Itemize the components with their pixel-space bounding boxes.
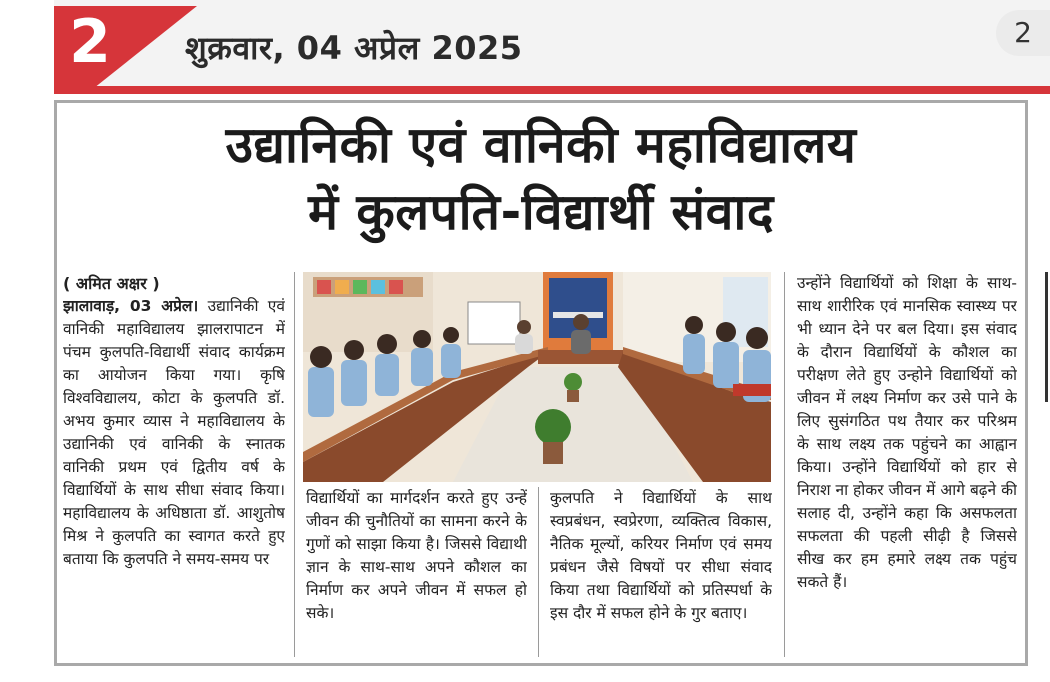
article-column-4 — [797, 272, 1017, 662]
column-divider — [538, 487, 539, 657]
column-3-text: कुलपति ने विद्यार्थियों के साथ स्वप्रबंधन, स्वप्रेरणा, व्यक्तित्व विकास, नैतिक मूल्यों, करियर निर्माण एवं समय प्रबंधन जैसे विषयों पर सीधा संवाद किया तथा विद्यार्थियों को प्रतिस्पर्धा के इस दौर में सफल होने के गुर बताए। — [550, 489, 772, 622]
article-photo — [303, 272, 771, 482]
column-divider — [294, 272, 295, 657]
article-column-2 — [306, 487, 527, 657]
article-headline — [60, 112, 1022, 246]
page-edge-mark — [1045, 272, 1048, 402]
column-4-text: उन्होंने विद्यार्थियों को शिक्षा के साथ-साथ शारीरिक एवं मानसिक स्वास्थ्य पर भी ध्यान देने पर बल दिया। इस संवाद के दौरान विद्यार्थियों के कौशल का परीक्षण लेते हुए उन्होने विद्यार्थियों को जीवन में लक्ष्य निर्माण कर उसे पाने के लिए सुसंगठित पथ तैयार कर परिश्रम के साथ लक्ष्य तक पहुंचने का आह्वान किया। उन्होंने विद्यार्थियों को हार से निराश ना होकर जीवन में आगे बढ़ने की सलाह दी, उन्होंने कहा कि असफलता सफलता की पहली सीढ़ी है जिससे सीख कर हम हमारे लक्ष्य तक पहुंच सकते हैं। — [797, 274, 1017, 591]
column-1-text: उद्यानिकी एवं वानिकी महाविद्यालय झालरापाटन में पंचम कुलपति-विद्यार्थी संवाद कार्यक्रम का आयोजन किया गया। कृषि विश्वविद्यालय, कोटा के कुलपति डॉ. अभय कुमार व्यास ने महाविद्यालय के उद्यानिकी एवं वानिकी के स्नातक वानिकी प्रथम एवं द्वितीय वर्ष के विद्यार्थियों के साथ सीधा संवाद किया। महाविद्यालय के अधिष्ठाता डॉ. आशुतोष मिश्र ने कुलपति का स्वागत करते हुए बताया कि कुलपति ने समय-समय पर — [63, 297, 285, 568]
article-column-1 — [63, 272, 285, 662]
article-column-3 — [550, 487, 772, 657]
byline: ( अमित अक्षर ) — [63, 274, 160, 293]
corner-page-number: 2 — [996, 10, 1050, 56]
column-2-text: विद्यार्थियों का मार्गदर्शन करते हुए उन्हें जीवन की चुनौतियों का सामना करने के गुणों को साझा किया है। जिससे विद्याथी ज्ञान के साथ-साथ अपने कौशल का निर्माण कर अपने जीवन में सफल हो सके। — [306, 489, 527, 622]
dateline: झालावाड़, 03 अप्रेल। — [63, 297, 199, 315]
page-number: 2 — [69, 7, 111, 77]
header-rule — [54, 86, 1050, 94]
headline-line-2: में कुलपति-विद्यार्थी संवाद — [308, 183, 774, 241]
headline-line-1: उद्यानिकी एवं वानिकी महाविद्यालय — [225, 116, 857, 174]
issue-date: शुक्रवार, 04 अप्रेल 2025 — [185, 29, 523, 67]
column-divider — [784, 272, 785, 657]
meeting-room-photo — [303, 272, 771, 482]
